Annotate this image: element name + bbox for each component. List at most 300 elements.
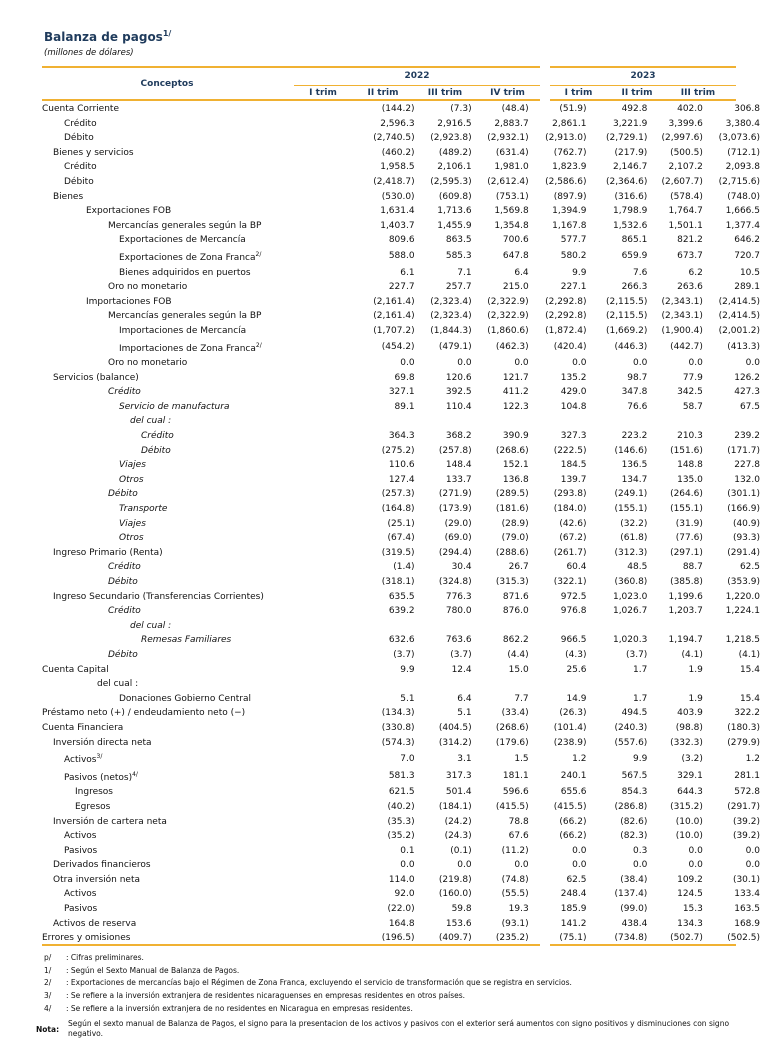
cell-value: (55.5) xyxy=(501,889,529,900)
row-label xyxy=(42,785,361,800)
cell-value: 1,354.8 xyxy=(494,220,529,231)
cell-value: (2,343.1) xyxy=(661,311,703,322)
cell-value: (297.1) xyxy=(670,547,703,558)
cell-value: 776.3 xyxy=(445,591,472,602)
row-label-text: Débito xyxy=(108,489,138,500)
row-label xyxy=(42,590,361,605)
cell-value: (155.1) xyxy=(614,504,648,515)
cell-value: 148.4 xyxy=(445,460,472,471)
table-row xyxy=(42,663,760,678)
column-gap xyxy=(586,414,594,429)
footnote-text: : Cifras preliminares. xyxy=(66,953,144,962)
cell-value: 133.7 xyxy=(445,474,472,485)
cell-value: 862.2 xyxy=(502,635,529,646)
cell-value: 15.4 xyxy=(739,693,760,704)
column-gap xyxy=(586,280,594,295)
cell-value: 48.5 xyxy=(627,562,648,573)
cell-value: 501.4 xyxy=(445,787,472,798)
row-label-text: Cuenta Capital xyxy=(42,664,109,675)
cell-value: 1,020.3 xyxy=(612,635,648,646)
cell-value: 10.5 xyxy=(739,267,760,278)
cell-value: 1,377.4 xyxy=(725,220,760,231)
row-footnote-ref: 2/ xyxy=(255,341,262,349)
column-gap xyxy=(586,219,594,234)
cell-value: (291.7) xyxy=(727,801,760,812)
cell-value: (164.8) xyxy=(381,504,415,515)
row-label xyxy=(42,219,361,234)
row-label xyxy=(42,829,361,844)
cell-value: 392.5 xyxy=(445,387,472,398)
cell-value: (2,323.4) xyxy=(430,311,472,322)
cell-value: 3.1 xyxy=(457,753,472,764)
cell-value: 1,631.4 xyxy=(380,206,415,217)
cell-value: 438.4 xyxy=(621,918,648,929)
cell-value: (574.3) xyxy=(381,737,415,748)
column-gap xyxy=(586,233,594,248)
cell-value: 2,146.7 xyxy=(612,162,648,173)
row-label xyxy=(42,750,361,768)
cell-value: 621.5 xyxy=(388,787,415,798)
cell-value: 227.7 xyxy=(388,282,415,293)
cell-value: 1,798.9 xyxy=(612,206,648,217)
row-label-text: Transporte xyxy=(119,504,168,515)
header-quarter-2022-3: III trim xyxy=(427,88,463,98)
cell-value: 67.5 xyxy=(739,401,760,412)
cell-value xyxy=(415,677,472,692)
footnote-key: 3/ xyxy=(44,991,52,1001)
column-gap xyxy=(586,324,594,339)
row-label xyxy=(42,517,361,532)
row-label xyxy=(42,146,361,161)
year2-underline xyxy=(550,85,736,86)
cell-value: (257.8) xyxy=(438,445,472,456)
cell-value: 12.4 xyxy=(451,664,472,675)
row-label-text: Crédito xyxy=(141,431,174,442)
row-label xyxy=(42,692,361,707)
table-row xyxy=(42,339,760,357)
row-label-text: Activos xyxy=(64,831,97,842)
table-row xyxy=(42,785,760,800)
cell-value: 248.4 xyxy=(560,889,587,900)
table-row xyxy=(42,800,760,815)
cell-value: (1,860.6) xyxy=(487,325,529,336)
balance-table-body xyxy=(42,102,760,946)
cell-value: 871.6 xyxy=(502,591,529,602)
cell-value: 403.9 xyxy=(677,708,703,719)
cell-value: (10.0) xyxy=(675,831,703,842)
cell-value: 227.1 xyxy=(560,282,587,293)
column-gap xyxy=(586,590,594,605)
column-gap xyxy=(586,663,594,678)
row-label xyxy=(42,844,361,859)
cell-value: (30.1) xyxy=(732,874,760,885)
cell-value: (2,292.8) xyxy=(545,296,587,307)
cell-value: (32.2) xyxy=(620,518,648,529)
cell-value: (264.6) xyxy=(670,489,703,500)
cell-value: 0.0 xyxy=(745,860,760,871)
cell-value: (3.7) xyxy=(450,649,472,660)
cell-value: (2,607.7) xyxy=(661,176,703,187)
cell-value: 1,958.5 xyxy=(380,162,415,173)
cell-value: 863.5 xyxy=(445,235,472,246)
cell-value: 596.6 xyxy=(502,787,529,798)
cell-value: 257.7 xyxy=(445,282,472,293)
row-label-text: Oro no monetario xyxy=(108,282,188,293)
header-year-2023: 2023 xyxy=(630,71,656,81)
cell-value: 402.0 xyxy=(677,104,703,114)
page-subtitle: (millones de dólares) xyxy=(44,48,134,58)
cell-value: (404.5) xyxy=(438,722,472,733)
cell-value: 0.0 xyxy=(688,845,703,856)
row-label-text: Cuenta Financiera xyxy=(42,722,124,733)
column-gap xyxy=(586,429,594,444)
table-row xyxy=(42,356,760,371)
cell-value: (2,343.1) xyxy=(661,296,703,307)
cell-value: 122.3 xyxy=(502,401,529,412)
cell-value: 763.6 xyxy=(445,635,472,646)
header-quarter-2023-1: I trim xyxy=(564,88,593,98)
table-row xyxy=(42,917,760,932)
cell-value: 2,093.8 xyxy=(725,162,760,173)
cell-value: 114.0 xyxy=(388,874,415,885)
cell-value: (238.9) xyxy=(553,737,587,748)
column-gap xyxy=(586,204,594,219)
cell-value: 821.2 xyxy=(677,235,703,246)
cell-value: 181.1 xyxy=(502,771,529,782)
cell-value xyxy=(594,677,647,692)
row-label-text: Crédito xyxy=(64,162,97,173)
row-label xyxy=(42,339,361,357)
cell-value: (4.4) xyxy=(507,649,529,660)
column-gap xyxy=(586,339,594,357)
cell-value: 588.0 xyxy=(388,251,415,262)
cell-value: 1,203.7 xyxy=(668,606,703,617)
cell-value xyxy=(361,677,415,692)
cell-value: 635.5 xyxy=(388,591,415,602)
cell-value: (446.3) xyxy=(614,342,648,352)
cell-value: (2,364.6) xyxy=(605,176,648,187)
row-label xyxy=(42,633,361,648)
cell-value: (1.4) xyxy=(393,562,415,573)
cell-value: (22.0) xyxy=(387,904,415,915)
column-gap xyxy=(586,400,594,415)
footnote-item xyxy=(44,991,572,1004)
table-row xyxy=(42,736,760,751)
column-gap xyxy=(586,190,594,205)
column-gap xyxy=(586,829,594,844)
cell-value: (557.6) xyxy=(614,737,648,748)
footnotes xyxy=(44,953,572,1016)
cell-value xyxy=(415,619,472,634)
cell-value: 411.2 xyxy=(502,387,529,398)
cell-value: (2,932.1) xyxy=(487,133,529,144)
cell-value: 184.5 xyxy=(560,460,587,471)
cell-value xyxy=(647,619,703,634)
cell-value: 0.0 xyxy=(572,845,587,856)
row-label-text: Crédito xyxy=(108,387,141,398)
column-gap xyxy=(586,546,594,561)
cell-value: 9.9 xyxy=(572,267,587,278)
row-label-text: Otros xyxy=(119,474,144,485)
cell-value: 0.3 xyxy=(633,845,648,856)
row-label xyxy=(42,117,361,132)
cell-value: 210.3 xyxy=(677,431,703,442)
cell-value: (409.7) xyxy=(438,933,472,944)
table-row xyxy=(42,887,760,902)
column-gap xyxy=(586,458,594,473)
cell-value: 104.8 xyxy=(560,401,587,412)
cell-value xyxy=(529,677,587,692)
cell-value: (155.1) xyxy=(670,504,703,515)
cell-value: (631.4) xyxy=(495,147,529,158)
cell-value: 281.1 xyxy=(734,771,760,782)
table-row xyxy=(42,604,760,619)
column-gap xyxy=(586,531,594,546)
column-gap xyxy=(586,117,594,132)
row-label xyxy=(42,902,361,917)
cell-value: 655.6 xyxy=(560,787,587,798)
cell-value: (2,997.6) xyxy=(661,133,703,144)
cell-value: 2,916.5 xyxy=(437,118,472,129)
row-label-text: Activos xyxy=(64,889,97,900)
cell-value: 876.0 xyxy=(502,606,529,617)
cell-value: (442.7) xyxy=(670,342,703,352)
cell-value: 88.7 xyxy=(682,562,703,573)
cell-value: (25.1) xyxy=(387,518,415,529)
header-bottom-rule-left xyxy=(42,99,540,101)
cell-value: 215.0 xyxy=(502,282,529,293)
cell-value: 78.8 xyxy=(508,816,529,827)
cell-value: (33.4) xyxy=(501,708,529,719)
nota-block xyxy=(36,1019,744,1039)
cell-value: 185.9 xyxy=(560,904,587,915)
cell-value: 0.0 xyxy=(745,845,760,856)
table-row xyxy=(42,902,760,917)
cell-value: 7.7 xyxy=(514,693,529,704)
cell-value: 2,106.1 xyxy=(437,162,472,173)
cell-value: 1,981.0 xyxy=(494,162,529,173)
cell-value: 1.9 xyxy=(688,693,703,704)
cell-value: 127.4 xyxy=(388,474,415,485)
cell-value: (61.8) xyxy=(620,533,648,544)
cell-value: 1.9 xyxy=(688,664,703,675)
cell-value: 327.1 xyxy=(388,387,415,398)
cell-value: (40.9) xyxy=(732,518,760,529)
cell-value: (48.4) xyxy=(501,104,529,114)
cell-value: 647.8 xyxy=(502,251,529,262)
cell-value: (82.3) xyxy=(620,831,648,842)
row-label xyxy=(42,858,361,873)
cell-value: (166.9) xyxy=(727,504,760,515)
table-row xyxy=(42,371,760,386)
cell-value: (288.6) xyxy=(495,547,529,558)
table-row xyxy=(42,768,760,786)
table-row xyxy=(42,560,760,575)
row-label xyxy=(42,175,361,190)
cell-value: (2,414.5) xyxy=(718,311,760,322)
cell-value: (332.3) xyxy=(670,737,703,748)
cell-value: (144.2) xyxy=(381,104,415,114)
footnote-key: 1/ xyxy=(44,965,52,975)
table-row xyxy=(42,414,760,429)
cell-value: (24.3) xyxy=(444,831,472,842)
table-bottom-rule-left xyxy=(42,944,540,946)
row-label-text: Débito xyxy=(64,133,94,144)
column-gap xyxy=(586,677,594,692)
cell-value: (2,913.0) xyxy=(545,133,587,144)
cell-value: (2,418.7) xyxy=(373,176,415,187)
cell-value: (500.5) xyxy=(670,147,703,158)
cell-value: 1,403.7 xyxy=(380,220,415,231)
row-label-text: Importaciones FOB xyxy=(86,296,172,307)
column-gap xyxy=(586,160,594,175)
cell-value: (460.2) xyxy=(381,147,415,158)
cell-value: (99.0) xyxy=(620,904,648,915)
cell-value: (319.5) xyxy=(381,547,415,558)
cell-value: (734.8) xyxy=(614,933,648,944)
cell-value: (240.3) xyxy=(614,722,648,733)
footnote-item xyxy=(44,953,572,966)
cell-value: (261.7) xyxy=(553,547,587,558)
cell-value: 368.2 xyxy=(445,431,472,442)
row-label-text: Crédito xyxy=(64,118,97,129)
row-label xyxy=(42,815,361,830)
column-gap xyxy=(586,295,594,310)
cell-value: (0.1) xyxy=(450,845,472,856)
cell-value: (330.8) xyxy=(381,722,415,733)
row-label xyxy=(42,768,361,786)
cell-value: 0.0 xyxy=(633,860,648,871)
cell-value: (66.2) xyxy=(559,831,587,842)
cell-value: (3,073.6) xyxy=(718,133,760,144)
row-label xyxy=(42,102,361,117)
row-label-text: Inversión directa neta xyxy=(53,737,152,748)
column-gap xyxy=(586,873,594,888)
cell-value: (489.2) xyxy=(438,147,472,158)
cell-value: (2,923.8) xyxy=(430,133,472,144)
cell-value: 585.3 xyxy=(445,251,472,262)
cell-value: (1,900.4) xyxy=(661,325,703,336)
column-gap xyxy=(586,648,594,663)
cell-value: 0.0 xyxy=(572,358,587,369)
cell-value: 2,596.3 xyxy=(380,118,415,129)
table-row xyxy=(42,502,760,517)
row-label-text: Préstamo neto (+) / endeudamiento neto (−) xyxy=(42,708,246,719)
column-gap xyxy=(586,706,594,721)
cell-value: 5.1 xyxy=(457,708,472,719)
cell-value: 110.4 xyxy=(445,401,472,412)
cell-value: (66.2) xyxy=(559,816,587,827)
cell-value: 0.0 xyxy=(572,860,587,871)
row-label-text: Ingreso Secundario (Transferencias Corrientes) xyxy=(53,591,264,602)
table-row xyxy=(42,517,760,532)
cell-value: 14.9 xyxy=(566,693,587,704)
column-gap xyxy=(586,633,594,648)
table-row xyxy=(42,706,760,721)
row-label-text: Activos xyxy=(64,755,97,766)
cell-value: 0.0 xyxy=(457,358,472,369)
cell-value: 1,394.9 xyxy=(552,206,587,217)
row-label-text: Servicio de manufactura xyxy=(119,401,230,412)
row-label xyxy=(42,131,361,146)
table-row xyxy=(42,546,760,561)
cell-value: (293.8) xyxy=(553,489,587,500)
cell-value: (385.8) xyxy=(670,577,703,587)
footnote-text: : Se refiere a la inversión extranjera de no residentes en Nicaragua en empresas residentes. xyxy=(66,1003,413,1013)
cell-value: 976.8 xyxy=(560,606,587,617)
cell-value: 1,764.7 xyxy=(668,206,703,217)
cell-value: (502.7) xyxy=(670,933,703,944)
row-label-text: Otra inversión neta xyxy=(53,874,141,885)
row-label-text: Mercancías generales según la BP xyxy=(108,220,262,231)
cell-value: 92.0 xyxy=(394,889,415,900)
cell-value: (181.6) xyxy=(495,504,529,515)
cell-value: (301.1) xyxy=(727,489,760,500)
table-row xyxy=(42,677,760,692)
cell-value: (2,612.4) xyxy=(487,176,529,187)
row-label xyxy=(42,721,361,736)
cell-value: (2,322.9) xyxy=(487,296,529,307)
cell-value: 317.3 xyxy=(445,771,472,782)
header-year-2022: 2022 xyxy=(404,71,430,81)
cell-value: (2,292.8) xyxy=(545,311,587,322)
cell-value: 6.4 xyxy=(514,267,529,278)
row-label-text: Cuenta Corriente xyxy=(42,104,119,114)
cell-value: 289.1 xyxy=(734,282,760,293)
header-quarter-2022-1: I trim xyxy=(309,88,337,98)
cell-value: (67.4) xyxy=(387,533,415,544)
cell-value: 25.6 xyxy=(566,664,587,675)
row-label-text: del cual : xyxy=(130,620,172,631)
column-gap xyxy=(586,473,594,488)
cell-value: (151.6) xyxy=(670,445,703,456)
header-conceptos: Conceptos xyxy=(140,79,194,89)
cell-value: 1,224.1 xyxy=(725,606,760,617)
cell-value: 89.1 xyxy=(394,401,415,412)
cell-value: (39.2) xyxy=(732,816,760,827)
row-label-text: Egresos xyxy=(75,801,111,812)
row-label-text: Débito xyxy=(141,445,171,456)
cell-value: (753.1) xyxy=(495,191,529,202)
cell-value: 6.1 xyxy=(400,267,415,278)
cell-value: 854.3 xyxy=(621,787,648,798)
table-row xyxy=(42,873,760,888)
cell-value: 266.3 xyxy=(621,282,648,293)
cell-value: 972.5 xyxy=(560,591,587,602)
cell-value xyxy=(647,414,703,429)
column-gap xyxy=(586,815,594,830)
footnote-item xyxy=(44,978,572,991)
cell-value: 62.5 xyxy=(566,874,587,885)
footnote-key: 2/ xyxy=(44,978,52,988)
cell-value: 1,167.8 xyxy=(552,220,587,231)
cell-value: (2,115.5) xyxy=(605,311,648,322)
cell-value: 62.5 xyxy=(739,562,760,573)
row-label-text: Importaciones de Zona Franca xyxy=(119,343,256,354)
cell-value: (271.9) xyxy=(438,489,472,500)
cell-value: (222.5) xyxy=(553,445,587,456)
cell-value xyxy=(472,414,529,429)
cell-value: (3.7) xyxy=(625,649,648,660)
column-gap xyxy=(586,560,594,575)
row-label-text: Donaciones Gobierno Central xyxy=(119,693,252,704)
cell-value: (289.5) xyxy=(495,489,529,500)
cell-value: (360.8) xyxy=(614,577,648,587)
table-row xyxy=(42,721,760,736)
column-gap xyxy=(586,266,594,281)
cell-value: (1,669.2) xyxy=(605,325,648,336)
column-gap xyxy=(586,917,594,932)
